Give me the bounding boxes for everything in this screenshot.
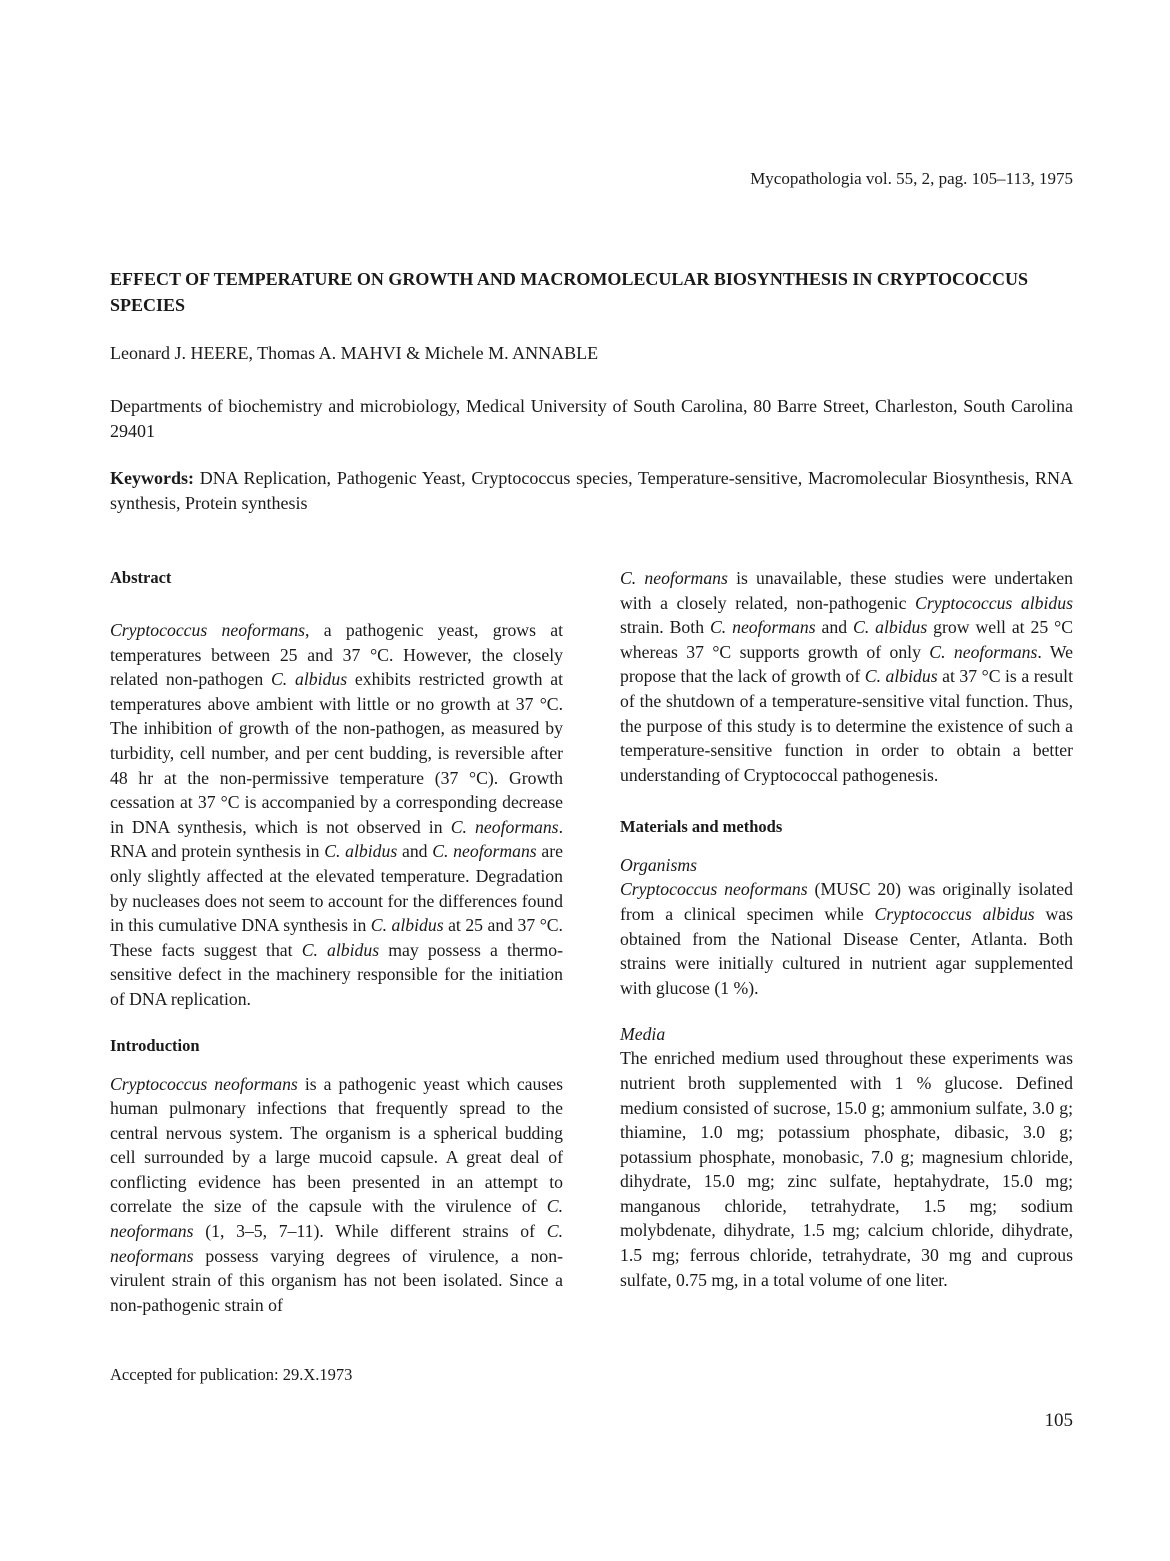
left-column	[110, 566, 563, 1317]
organisms-text: Cryptococcus neoformans (MUSC 20) was originally isolated from a clinical specimen while Cryptococcus albidus was obtained from the National Disease Center, Atlanta. Both strains were initially cultured in nutrient agar supplemented with glucose (1 %).	[620, 879, 1074, 998]
accepted-date: Accepted for publication: 29.X.1973	[110, 1365, 353, 1384]
media-text: The enriched medium used throughout these experiments was nutrient broth supplemented with 1 % glucose. Defined medium consisted of sucrose, 15.0 g; ammonium sulfate, 3.0 g; thiamine, 1.0 mg; potassium phosphate, dibasic, 3.0 g; potassium phosphate, monobasic, 7.0 g; magnesium chloride, dihydrate, 15.0 mg; zinc sulfate, heptahydrate, 15.0 mg; manganous chloride, tetrahydrate, 1.5 mg; sodium molybdenate, dihydrate, 1.5 mg; calcium chloride, dihydrate, 1.5 mg; ferrous chloride, tetrahydrate, 30 mg and cuprous sulfate, 0.75 mg, in a total volume of one liter.	[620, 1048, 1073, 1290]
media-subheading: Media	[620, 1024, 666, 1045]
introduction-text: Cryptococcus neoformans is a pathogenic yeast which causes human pulmonary infections that frequently spread to the central nervous system. The organism is a spherical budding cell surrounded by a large mucoid capsule. A great deal of conflicting evidence has been presented in an attempt to correlate the size of the capsule with the virulence of C. neoformans (1, 3–5, 7–11). While different strains of C. neoformans possess varying degrees of virulence, a non-virulent strain of this organism has not been isolated. Since a non-pathogenic strain of	[110, 1073, 563, 1315]
article-title: EFFECT OF TEMPERATURE ON GROWTH AND MACROMOLECULAR BIOSYNTHESIS IN CRYPTOCOCCUS SPECIES	[110, 269, 1028, 315]
keywords-text: DNA Replication, Pathogenic Yeast, Cryptococcus species, Temperature-sensitive, Macromolecular Biosynthesis, RNA synthesis, Protein synthesis	[110, 468, 1074, 513]
keywords-label: Keywords:	[110, 468, 194, 488]
introduction-text-continued: C. neoformans is unavailable, these studies were undertaken with a closely related, non-pathogenic Cryptococcus albidus strain. Both C. neoformans and C. albidus grow well at 25 °C whereas 37 °C supports growth of only C. neoformans. We propose that the lack of growth of C. albidus at 37 °C is a result of the shutdown of a temperature-sensitive vital function. Thus, the purpose of this study is to determine the existence of such a temperature-sensitive function in order to obtain a better understanding of Cryptococcal pathogenesis.	[620, 568, 1074, 785]
abstract-text: Cryptococcus neoformans, a pathogenic yeast, grows at temperatures between 25 and 37 °C. However, the closely related non-pathogen C. albidus exhibits restricted growth at temperatures above ambient with little or no growth at 37 °C. The inhibition of growth of the non-pathogen, as measured by turbidity, cell number, and per cent budding, is reversible after 48 hr at the non-permissive temperature (37 °C). Growth cessation at 37 °C is accompanied by a corresponding decrease in DNA synthesis, which is not observed in C. neoformans. RNA and protein synthesis in C. albidus and C. neoformans are only slightly affected at the elevated temperature. Degradation by nucleases does not seem to account for the differences found in this cumulative DNA synthesis in C. albidus at 25 and 37 °C. These facts suggest that C. albidus may possess a thermo-sensitive defect in the machinery responsible for the initiation of DNA replication.	[110, 620, 564, 1009]
keywords	[110, 466, 1073, 516]
affiliation: Departments of biochemistry and microbiology, Medical University of South Carolina, 80 Barre Street, Charleston, South Carolina 29401	[110, 396, 1073, 441]
page-number: 105	[1044, 1410, 1073, 1431]
author-list: Leonard J. HEERE, Thomas A. MAHVI & Michele M. ANNABLE	[110, 343, 599, 363]
right-column	[620, 566, 1073, 1292]
methods-heading: Materials and methods	[620, 817, 783, 837]
abstract-heading: Abstract	[110, 568, 172, 587]
organisms-subheading: Organisms	[620, 855, 697, 876]
introduction-heading: Introduction	[110, 1035, 200, 1055]
journal-reference: Mycopathologia vol. 55, 2, pag. 105–113, 1975	[750, 169, 1073, 188]
